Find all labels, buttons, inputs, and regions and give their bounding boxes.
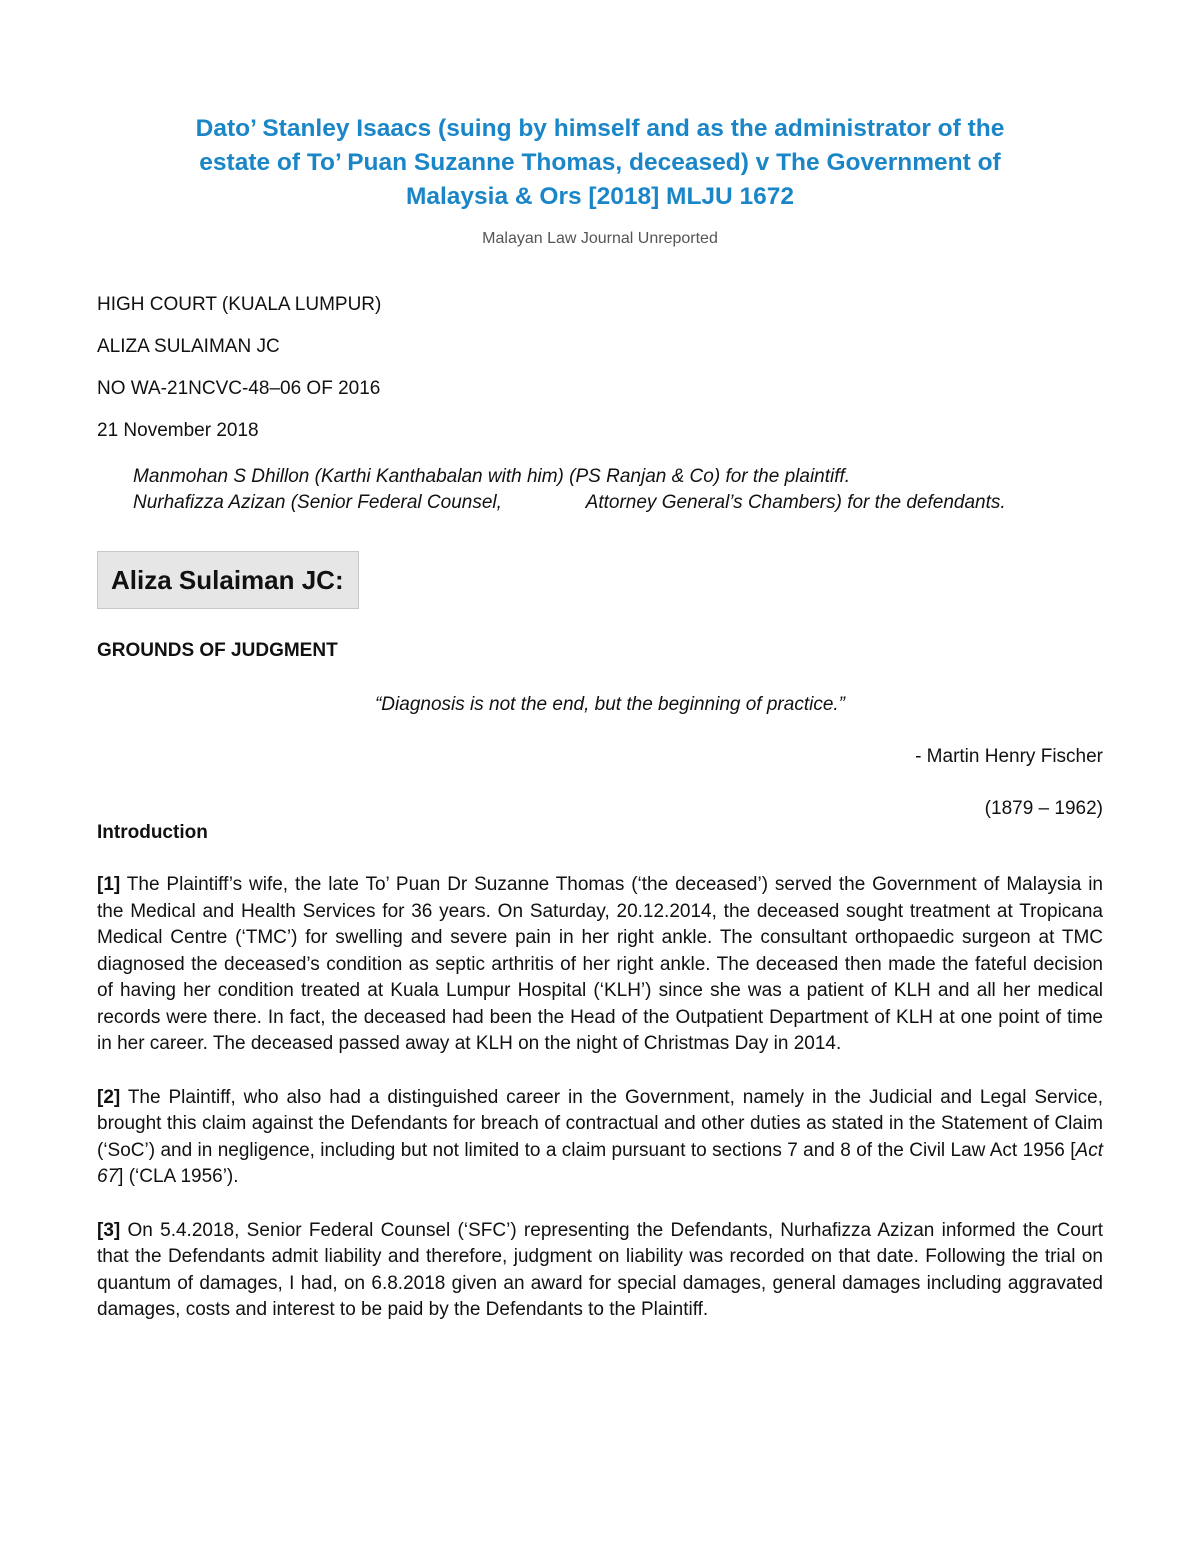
case-metadata <box>97 284 1103 452</box>
section-heading-introduction: Introduction <box>97 822 208 843</box>
journal-name: Malayan Law Journal Unreported <box>482 230 718 247</box>
epigraph-years: (1879 – 1962) <box>984 798 1103 819</box>
case-title <box>97 112 1103 214</box>
paragraph-number: [3] <box>97 1219 121 1241</box>
paragraph-1 <box>97 872 1103 1058</box>
epigraph-quote: “Diagnosis is not the end, but the beginning of practice.” <box>374 694 845 715</box>
counsel-defendants: Nurhafizza Azizan (Senior Federal Counsel, Attorney General’s Chambers) for the defendants. <box>133 492 1006 513</box>
judge-heading: Aliza Sulaiman JC: <box>97 551 359 609</box>
grounds-heading: GROUNDS OF JUDGMENT <box>97 640 338 661</box>
case-title-line: estate of To’ Puan Suzanne Thomas, deceased) v The Government of <box>199 149 1001 176</box>
paragraph-number: [2] <box>97 1086 121 1108</box>
case-title-line: Dato’ Stanley Isaacs (suing by himself and as the administrator of the <box>195 115 1005 142</box>
paragraph-3 <box>97 1218 1103 1324</box>
document-page <box>97 0 1103 1324</box>
epigraph-author: - Martin Henry Fischer <box>915 746 1103 767</box>
judge-name: ALIZA SULAIMAN JC <box>97 336 280 357</box>
paragraph-2 <box>97 1085 1103 1191</box>
case-number: NO WA-21NCVC-48–06 OF 2016 <box>97 378 381 399</box>
court-name: HIGH COURT (KUALA LUMPUR) <box>97 294 382 315</box>
act-reference: Act 67 <box>97 1139 1103 1187</box>
paragraph-text: ] (‘CLA 1956’). <box>118 1166 239 1187</box>
paragraph-text: The Plaintiff, who also had a distinguished career in the Government, namely in the Judicial and Legal Service, brought this claim against the Defendants for breach of contractual and other duties as stated in the Statement of Claim (‘SoC’) and in negligence, including but not limited to a claim pursuant to sections 7 and 8 of the Civil Law Act 1956 [ <box>97 1086 1103 1161</box>
paragraph-text: The Plaintiff’s wife, the late To’ Puan Dr Suzanne Thomas (‘the deceased’) served the Government of Malaysia in the Medical and Health Services for 36 years. On Saturday, 20.12.2014, the deceased sought treatment at Tropicana Medical Centre (‘TMC’) for swelling and severe pain in her right ankle. The consultant orthopaedic surgeon at TMC diagnosed the deceased’s condition as septic arthritis of her right ankle. The deceased then made the fateful decision of having her condition treated at Kuala Lumpur Hospital (‘KLH’) since she was a patient of KLH and all her medical records were there. In fact, the deceased had been the Head of the Outpatient Department of KLH at one point of time in her career. The deceased passed away at KLH on the night of Christmas Day in 2014. <box>97 874 1103 1054</box>
paragraph-text: On 5.4.2018, Senior Federal Counsel (‘SFC’) representing the Defendants, Nurhafizza Azizan informed the Court that the Defendants admit liability and therefore, judgment on liability was recorded on that date. Following the trial on quantum of damages, I had, on 6.8.2018 given an award for special damages, general damages including aggravated damages, costs and interest to be paid by the Defendants to the Plaintiff. <box>97 1219 1103 1320</box>
paragraph-number: [1] <box>97 874 121 895</box>
case-title-line: Malaysia & Ors [2018] MLJU 1672 <box>405 183 795 210</box>
counsel-block <box>133 464 1103 516</box>
judgment-date: 21 November 2018 <box>97 420 259 441</box>
counsel-plaintiff: Manmohan S Dhillon (Karthi Kanthabalan with him) (PS Ranjan & Co) for the plaintiff. <box>133 466 851 487</box>
